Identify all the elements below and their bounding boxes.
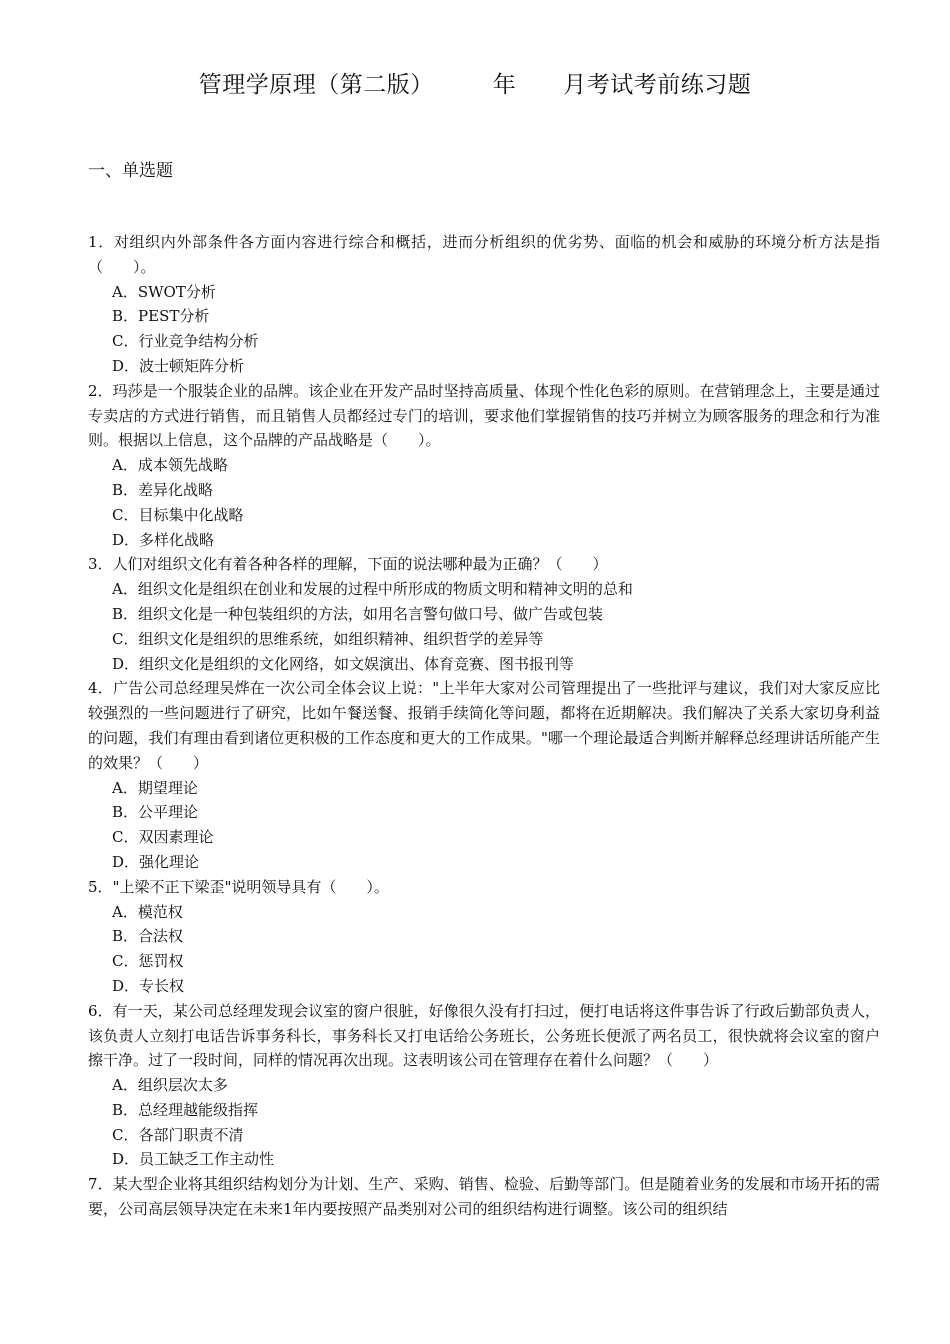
option-b: B．公平理论 bbox=[112, 803, 199, 822]
question-stem: 7．某大型企业将其组织结构划分为计划、生产、采购、销售、检验、后勤等部门。但是随着业务的发展和市场开拓的需要，公司高层领导决定在未来1年内要按照产品类别对公司的组织结构进行调整。该公司的组织结 bbox=[88, 1175, 880, 1219]
option-d: D．专长权 bbox=[112, 976, 185, 995]
question-stem: 5．"上梁不正下梁歪"说明领导具有（ ）。 bbox=[88, 877, 389, 896]
question-7 bbox=[88, 1172, 880, 1222]
option-c: C．各部门职责不清 bbox=[112, 1125, 244, 1144]
option-list bbox=[88, 1073, 880, 1172]
option-d: D．强化理论 bbox=[112, 852, 200, 871]
option-c: C．组织文化是组织的思维系统，如组织精神、组织哲学的差异等 bbox=[112, 629, 544, 648]
option-d: D．组织文化是组织的文化网络，如文娱演出、体育竞赛、图书报刊等 bbox=[112, 654, 575, 673]
question-1 bbox=[88, 230, 880, 379]
option-a: A．组织层次太多 bbox=[112, 1076, 228, 1095]
option-list bbox=[88, 453, 880, 552]
option-b: B．合法权 bbox=[112, 927, 184, 946]
option-a: A．成本领先战略 bbox=[112, 456, 228, 475]
option-list bbox=[88, 577, 880, 676]
option-a: A．期望理论 bbox=[112, 778, 198, 797]
option-list bbox=[88, 776, 880, 875]
question-stem: 3．人们对组织文化有着各种各样的理解，下面的说法哪种最为正确？（ ） bbox=[88, 555, 608, 574]
option-b: B．差异化战略 bbox=[112, 480, 214, 499]
question-stem: 2．玛莎是一个服装企业的品牌。该企业在开发产品时坚持高质量、体现个性化色彩的原则。在营销理念上，主要是通过专卖店的方式进行销售，而且销售人员都经过专门的培训，要求他们掌握销售的技巧并树立为顾客服务的理念和行为准则。根据以上信息，这个品牌的产品战略是（ ）。 bbox=[88, 381, 880, 450]
option-c: C．目标集中化战略 bbox=[112, 505, 244, 524]
question-4 bbox=[88, 676, 880, 874]
question-stem: 6．有一天，某公司总经理发现会议室的窗户很脏，好像很久没有打扫过，便打电话将这件事告诉了行政后勤部负责人，该负责人立刻打电话告诉事务科长，事务科长又打电话给公务班长，公务班长便派了两名员工，很快就将会议室的窗户擦干净。过了一段时间，同样的情况再次出现。这表明该公司在管理存在着什么问题？（ ） bbox=[88, 1001, 880, 1070]
question-stem: 1．对组织内外部条件各方面内容进行综合和概括，进而分析组织的优劣势、面临的机会和威胁的环境分析方法是指（ ）。 bbox=[88, 233, 880, 276]
question-3 bbox=[88, 552, 880, 676]
question-list bbox=[88, 230, 880, 1222]
option-c: C．惩罚权 bbox=[112, 952, 184, 971]
option-b: B．总经理越能级指挥 bbox=[112, 1100, 259, 1119]
option-b: B．组织文化是一种包装组织的方法，如用名言警句做口号、做广告或包装 bbox=[112, 604, 604, 623]
question-5 bbox=[88, 875, 880, 999]
option-d: D．多样化战略 bbox=[112, 530, 215, 549]
option-list bbox=[88, 280, 880, 379]
option-a: A．模范权 bbox=[112, 902, 183, 921]
option-c: C．双因素理论 bbox=[112, 828, 214, 847]
document-title: 管理学原理（第二版） 年 月考试考前练习题 bbox=[198, 72, 752, 98]
question-6 bbox=[88, 999, 880, 1173]
option-d: D．波士顿矩阵分析 bbox=[112, 356, 245, 375]
option-a: A．SWOT分析 bbox=[112, 282, 216, 301]
option-list bbox=[88, 900, 880, 999]
question-stem: 4．广告公司总经理吴烨在一次公司全体会议上说："上半年大家对公司管理提出了一些批评与建议，我们对大家反应比较强烈的一些问题进行了研究，比如午餐送餐、报销手续简化等问题，都将在近期解决。我们解决了关系大家切身利益的问题，我们有理由看到诸位更积极的工作态度和更大的工作成果。"哪一个理论最适合判断并解释总经理讲话所能产生的效果？（ ） bbox=[88, 679, 880, 772]
option-a: A．组织文化是组织在创业和发展的过程中所形成的物质文明和精神文明的总和 bbox=[112, 580, 633, 599]
option-b: B．PEST分析 bbox=[112, 307, 210, 326]
option-c: C．行业竞争结构分析 bbox=[112, 332, 259, 351]
section-heading: 一、单选题 bbox=[88, 161, 173, 181]
question-2 bbox=[88, 379, 880, 553]
option-d: D．员工缺乏工作主动性 bbox=[112, 1150, 275, 1169]
